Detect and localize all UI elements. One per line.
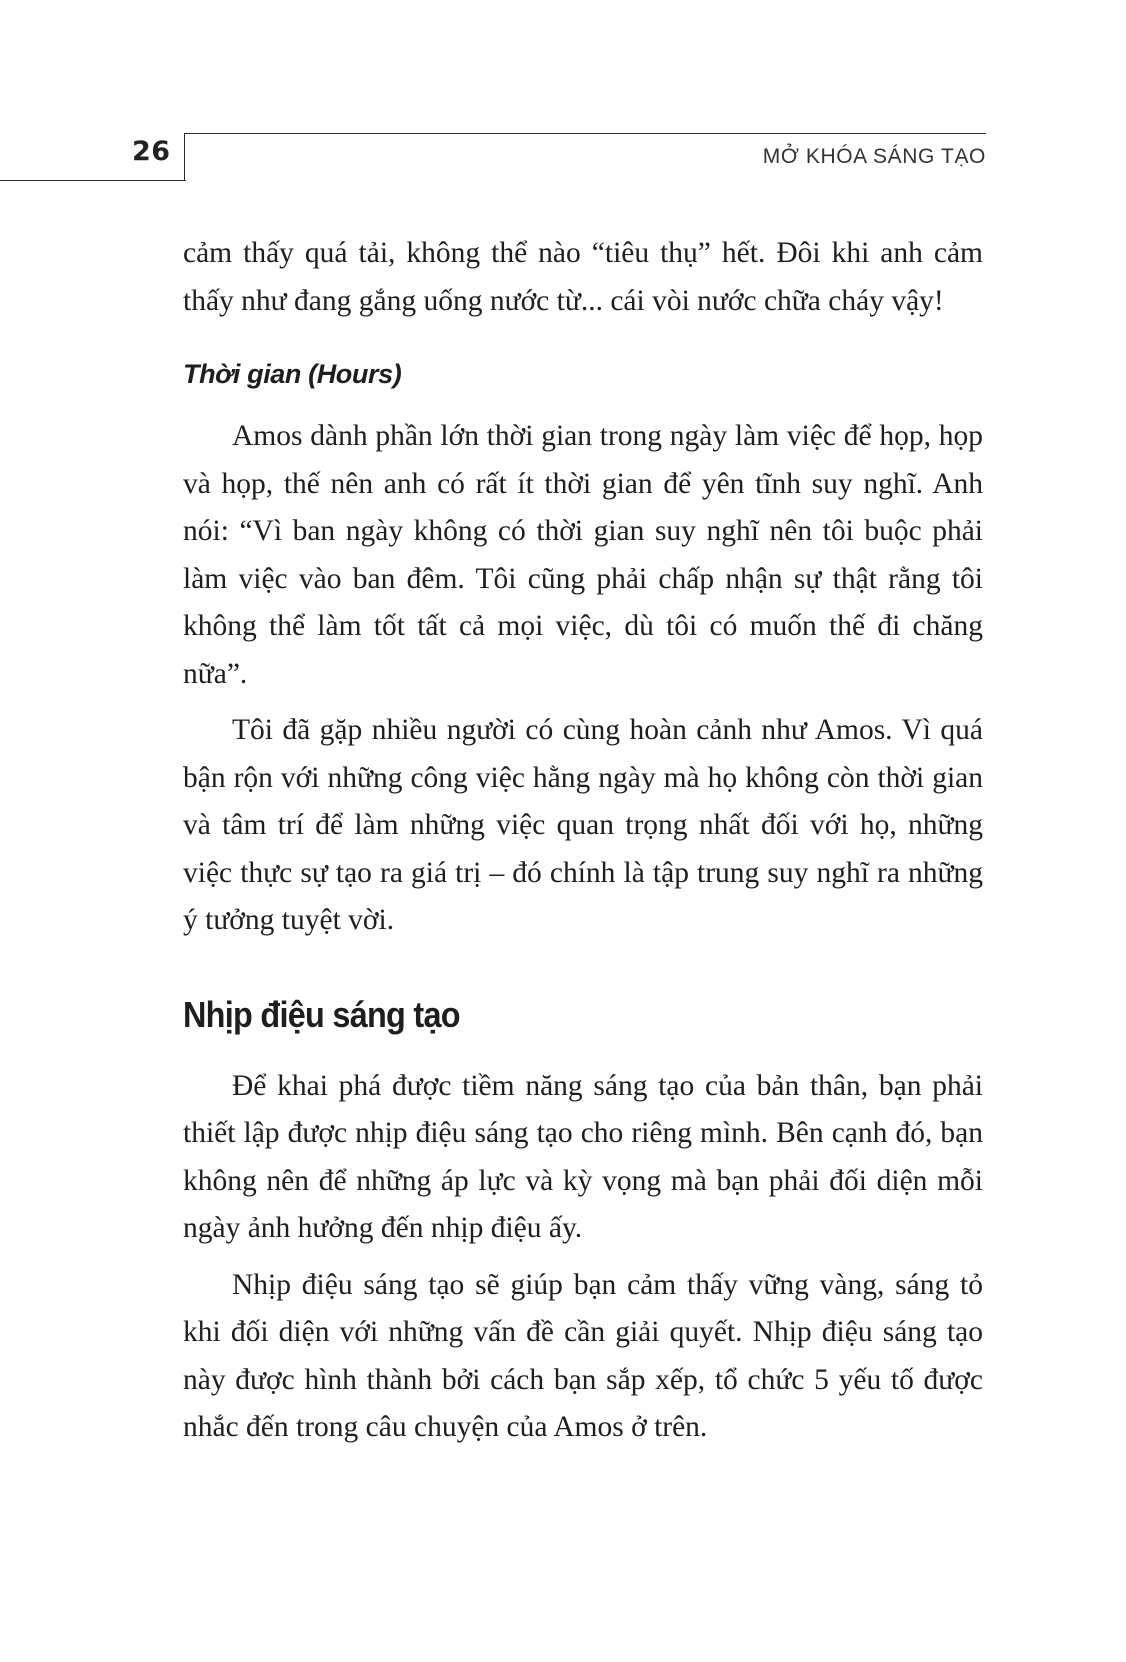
- paragraph-3: Để khai phá được tiềm năng sáng tạo của bản thân, bạn phải thiết lập được nhịp điệu sáng tạo cho riêng mình. Bên cạnh đó, bạn không nên để những áp lực và kỳ vọng mà bạn phải đối diện mỗi ngày ảnh hưởng đến nhịp điệu ấy.: [183, 1069, 983, 1244]
- subheading-hours: Thời gian (Hours): [183, 359, 402, 389]
- page-header: [0, 0, 1126, 190]
- page-body: [183, 230, 983, 1452]
- paragraph-2: Tôi đã gặp nhiều người có cùng hoàn cảnh như Amos. Vì quá bận rộn với những công việc hằng ngày mà họ không còn thời gian và tâm trí để làm những việc quan trọng nhất đối với họ, những việc thực sự tạo ra giá trị – đó chính là tập trung suy nghĩ ra những ý tưởng tuyệt vời.: [183, 714, 983, 936]
- header-rule-divider: [184, 133, 185, 181]
- running-title: MỞ KHÓA SÁNG TẠO: [762, 145, 986, 168]
- page-number: 26: [132, 136, 171, 167]
- header-rule-top: [185, 133, 986, 134]
- intro-paragraph: cảm thấy quá tải, không thể nào “tiêu thụ” hết. Đôi khi anh cảm thấy như đang gắng uống nước từ... cái vòi nước chữa cháy vậy!: [183, 237, 983, 317]
- section-heading: Nhịp điệu sáng tạo: [183, 993, 460, 1035]
- header-rule-bottom: [0, 180, 186, 181]
- paragraph-1: Amos dành phần lớn thời gian trong ngày làm việc để họp, họp và họp, thế nên anh có rất ít thời gian để yên tĩnh suy nghĩ. Anh nói: “Vì ban ngày không có thời gian suy nghĩ nên tôi buộc phải làm việc vào ban đêm. Tôi cũng phải chấp nhận sự thật rằng tôi không thể làm tốt tất cả mọi việc, dù tôi có muốn thế đi chăng nữa”.: [183, 420, 983, 690]
- paragraph-4: Nhịp điệu sáng tạo sẽ giúp bạn cảm thấy vững vàng, sáng tỏ khi đối diện với những vấn đề cần giải quyết. Nhịp điệu sáng tạo này được hình thành bởi cách bạn sắp xếp, tổ chức 5 yếu tố được nhắc đến trong câu chuyện của Amos ở trên.: [183, 1268, 983, 1443]
